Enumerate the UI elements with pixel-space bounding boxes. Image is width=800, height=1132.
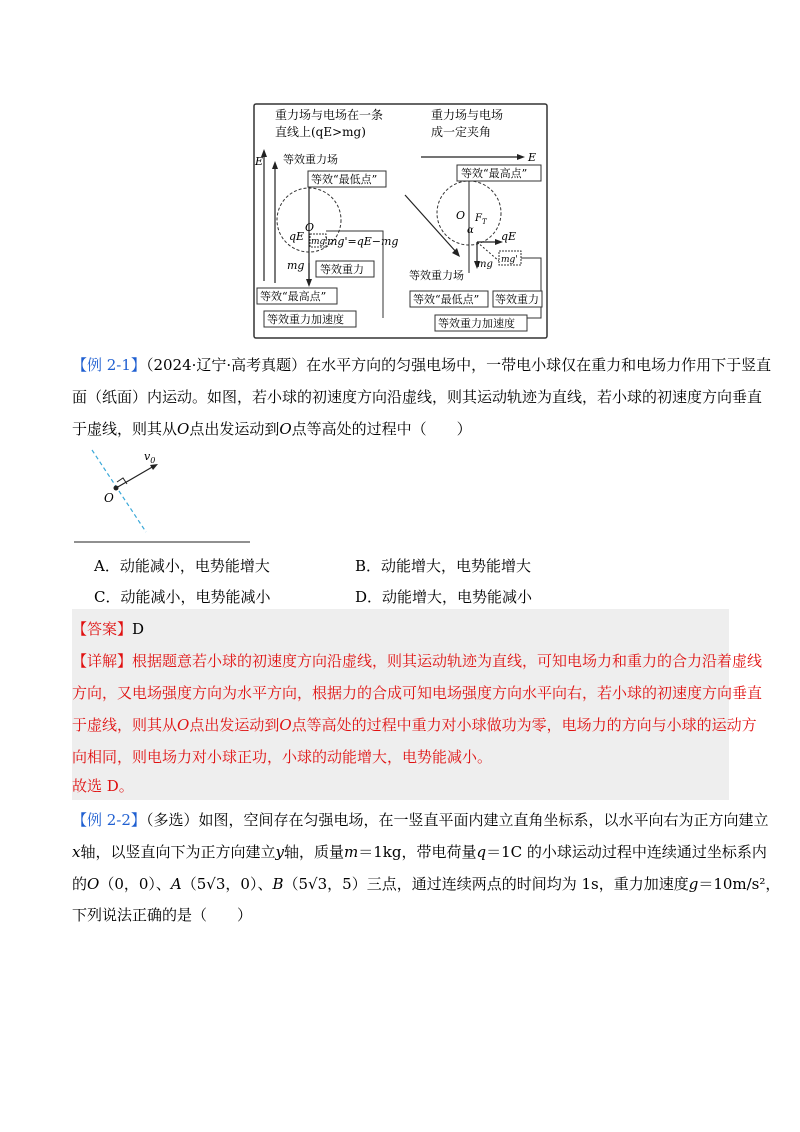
ex21-l3a: 于虚线，则其从	[72, 420, 178, 438]
detail-line4: 向相同，则电场力对小球正功，小球的动能增大，电势能减小。	[72, 748, 493, 766]
detail-line5: 故选 D。	[72, 777, 134, 795]
ex21-line3	[72, 419, 472, 439]
left-equation: mg'=qE−mg	[327, 235, 399, 248]
left-e-label: E	[255, 155, 264, 168]
left-title-2: 直线上(qE>mg)	[275, 125, 366, 139]
detail-d3c: 点出发运动到	[189, 716, 280, 734]
ex21-fig-o: O	[104, 491, 114, 505]
ex22-l1: （多选）如图，空间存在匀强电场，在一竖直平面内建立直角坐标系，以水平向右为正方向建立	[145, 811, 769, 829]
ex22-l2e: m	[343, 843, 359, 861]
option-a[interactable]: A．动能减小，电势能增大	[94, 557, 270, 575]
right-o-label: O	[456, 209, 466, 222]
detail-line1	[72, 651, 762, 671]
ex21-line1	[72, 355, 771, 375]
ex22-l2d: 轴，质量	[283, 843, 344, 861]
ex22-l3d: A	[170, 875, 182, 893]
ft-sub: T	[481, 218, 487, 226]
ex21-line2: 面（纸面）内运动。如图，若小球的初速度方向沿虚线，则其运动轨迹为直线，若小球的初速度方向垂直	[72, 388, 763, 406]
ex21-fig-v0	[144, 450, 155, 465]
detail-d1: 根据题意若小球的初速度方向沿虚线，则其运动轨迹为直线，可知电场力和重力的合力沿着虚线	[132, 652, 763, 670]
ex22-l3h: g	[688, 875, 699, 893]
right-title-1: 重力场与电场	[431, 108, 504, 122]
left-equiv-gravity: 等效重力	[320, 263, 364, 276]
option-c[interactable]: C．动能减小，电势能减小	[94, 588, 271, 606]
ex22-l3c: （0，0）、	[99, 875, 171, 893]
equivalent-gravity-figure	[253, 103, 548, 339]
left-mg-prime: mg'	[311, 237, 328, 247]
detail-tag: 【详解】	[72, 652, 133, 670]
ex22-l2c: y	[275, 843, 284, 861]
answer-line	[72, 619, 144, 639]
answer-block	[72, 609, 729, 800]
right-qe-label: qE	[501, 230, 517, 243]
ex22-l3b: O	[87, 875, 100, 893]
ex22-line3	[72, 874, 780, 894]
ex22-tag: 【例 2-2】	[72, 811, 146, 829]
ex22-l3f: B	[272, 875, 284, 893]
ex22-l2b: 轴，以竖直向下为正方向建立	[80, 843, 276, 861]
left-qe-label: qE	[289, 230, 305, 243]
answer-tag: 【答案】	[72, 620, 133, 638]
right-lowest-label: 等效“最低点”	[413, 293, 480, 306]
ex22-l2g: q	[476, 843, 487, 861]
detail-line2: 方向，又电场强度方向为水平方向，根据力的合成可知电场强度方向水平向右，若小球的初速度方向垂直	[72, 684, 763, 702]
ex21-l3c: 点出发运动到	[189, 420, 280, 438]
ex22-l3a: 的	[72, 875, 88, 893]
v0-main: v	[144, 450, 151, 463]
left-lowest-label: 等效“最低点”	[311, 173, 378, 186]
ex22-l3g: （5√3，5）三点，通过连续两点的时间均为 1s，重力加速度	[283, 875, 689, 893]
left-equiv-field: 等效重力场	[283, 153, 338, 166]
right-e-label: E	[528, 151, 537, 164]
detail-d3e: 点等高处的过程中重力对小球做功为零，电场力的方向与小球的运动方	[291, 716, 757, 734]
left-equiv-accel: 等效重力加速度	[267, 313, 344, 326]
ex22-l2h: ＝1C 的小球运动过程中连续通过坐标系内	[486, 843, 767, 861]
ex22-line2	[72, 842, 767, 862]
option-b[interactable]: B．动能增大，电势能增大	[355, 557, 532, 575]
ex22-line4: 下列说法正确的是（ ）	[72, 906, 253, 924]
ex21-text1: （2024·辽宁·高考真题）在水平方向的匀强电场中，一带电小球仅在重力和电场力作用下于竖直	[145, 356, 772, 374]
ex21-figure	[72, 448, 252, 544]
right-title-2: 成一定夹角	[431, 125, 492, 139]
detail-d3a: 于虚线，则其从	[72, 716, 178, 734]
right-equiv-field: 等效重力场	[409, 269, 464, 282]
ft-main: F	[475, 213, 482, 224]
v0-sub: 0	[150, 456, 156, 465]
ex21-tag: 【例 2-1】	[72, 356, 146, 374]
left-title-1: 重力场与电场在一条	[275, 108, 384, 122]
right-alpha-label: α	[467, 225, 474, 236]
left-highest-label: 等效“最高点”	[260, 290, 327, 303]
left-o-label: O	[305, 221, 315, 234]
ex22-l2a: x	[72, 843, 81, 861]
detail-d3d: O	[279, 716, 292, 734]
detail-line3	[72, 715, 757, 735]
left-mg-label: mg	[287, 259, 305, 272]
answer-value: D	[132, 620, 145, 638]
ex22-l3e: （5√3，0）、	[181, 875, 273, 893]
ex21-l3e: 点等高处的过程中（ ）	[291, 420, 472, 438]
ex22-l3i: ＝10m/s²，	[698, 875, 781, 893]
ex22-l2f: ＝1kg，带电荷量	[358, 843, 477, 861]
ex22-line1	[72, 810, 768, 830]
right-mg-label: mg	[477, 259, 493, 270]
ex21-l3b: O	[177, 420, 190, 438]
detail-d3b: O	[177, 716, 190, 734]
right-mg-prime: mg'	[501, 255, 518, 265]
option-d[interactable]: D．动能增大，电势能减小	[355, 588, 533, 606]
ex21-l3d: O	[279, 420, 292, 438]
right-highest-label: 等效“最高点”	[461, 167, 528, 180]
right-equiv-gravity: 等效重力	[495, 293, 539, 306]
right-equiv-accel: 等效重力加速度	[438, 317, 515, 330]
